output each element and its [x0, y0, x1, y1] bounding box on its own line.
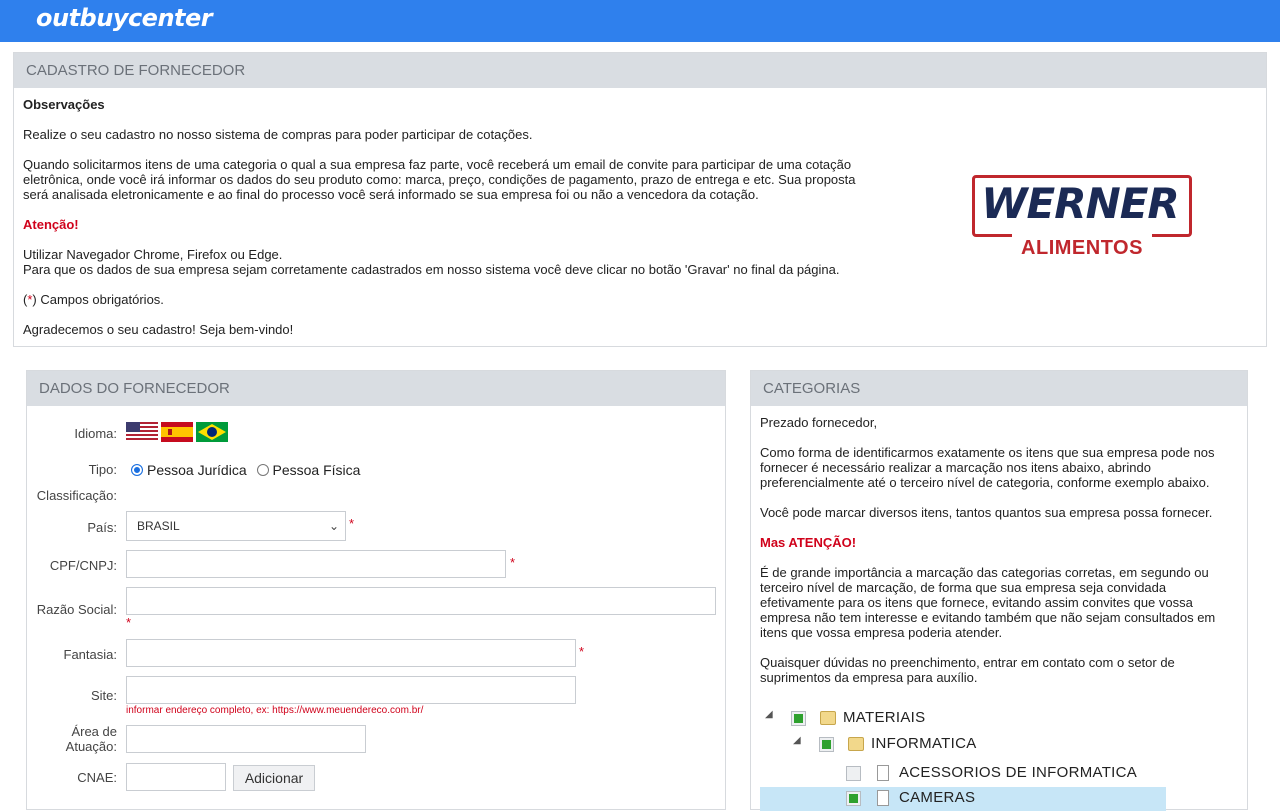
cpf-label: CPF/CNPJ: — [49, 558, 117, 573]
tipo-pf-radio[interactable] — [257, 464, 269, 476]
tree-node-informatica[interactable] — [793, 733, 1173, 757]
fantasia-input[interactable] — [126, 639, 576, 667]
required-star: * — [27, 292, 33, 307]
pais-value: BRASIL — [137, 519, 180, 533]
tree-label-informatica[interactable]: INFORMATICA — [871, 735, 977, 752]
site-label: Site: — [90, 688, 117, 703]
area-input[interactable] — [126, 725, 366, 753]
tree-checkbox-materiais[interactable] — [791, 711, 806, 726]
observacoes-block — [23, 97, 883, 352]
tree-label-cameras[interactable]: CAMERAS — [899, 789, 976, 806]
tree-label-materiais[interactable]: MATERIAIS — [843, 709, 926, 726]
fantasia-required: * — [579, 644, 585, 659]
razao-required: * — [126, 615, 132, 630]
tree-node-materiais[interactable] — [765, 707, 1165, 731]
dados-panel-title: DADOS DO FORNECEDOR — [27, 371, 725, 406]
thanks-text: Agradecemos o seu cadastro! Seja bem-vindo! — [23, 322, 294, 337]
pais-select[interactable] — [126, 511, 346, 541]
logo-main-text: WERNER — [981, 179, 1179, 228]
tipo-pj-radio[interactable] — [131, 464, 143, 476]
required-text: ) Campos obrigatórios. — [32, 292, 164, 307]
browser-note: Utilizar Navegador Chrome, Firefox ou Edge. — [23, 247, 283, 262]
cadastro-panel-title: CADASTRO DE FORNECEDOR — [14, 53, 1266, 88]
categorias-text — [760, 415, 1230, 700]
observacoes-title: Observações — [23, 97, 105, 112]
cnae-label: CNAE: — [77, 770, 117, 785]
categorias-atencao: Mas ATENÇÃO! — [760, 535, 857, 550]
categorias-panel-title: CATEGORIAS — [751, 371, 1247, 406]
werner-logo — [972, 175, 1194, 267]
area-label-line-1: Área de — [71, 724, 117, 739]
document-icon — [877, 790, 889, 806]
cnae-input[interactable] — [126, 763, 226, 791]
idioma-label: Idioma: — [74, 426, 117, 441]
pais-required: * — [349, 516, 355, 531]
categorias-paragraph-4: Quaisquer dúvidas no preenchimento, entrar em contato com o setor de suprimentos da empresa para auxílio. — [760, 655, 1175, 685]
es-flag-icon[interactable] — [161, 422, 193, 442]
site-input[interactable] — [126, 676, 576, 704]
tree-checkbox-cameras[interactable] — [846, 791, 861, 806]
document-icon — [877, 765, 889, 781]
tree-checkbox-acessorios[interactable] — [846, 766, 861, 781]
razao-label: Razão Social: — [36, 602, 117, 617]
categorias-paragraph-2: Você pode marcar diversos itens, tantos quantos sua empresa possa fornecer. — [760, 505, 1213, 520]
collapse-triangle-icon[interactable]: ◢ — [793, 735, 801, 746]
required-note — [23, 292, 883, 307]
categorias-greeting: Prezado fornecedor, — [760, 415, 878, 430]
tipo-options — [131, 462, 360, 478]
required-open: ( — [23, 292, 28, 307]
tipo-pf-label[interactable]: Pessoa Física — [272, 462, 361, 478]
gravar-note: Para que os dados de sua empresa sejam corretamente cadastrados em nosso sistema você deve clicar no botão 'Gravar' no final da página. — [23, 262, 840, 277]
cpf-required: * — [510, 555, 516, 570]
top-bar — [0, 0, 1280, 42]
observacoes-paragraph-1: Realize o seu cadastro no nosso sistema de compras para poder participar de cotações. — [23, 127, 533, 142]
categorias-paragraph-1: Como forma de identificarmos exatamente os itens que sua empresa pode nos fornecer é necessário realizar a marcação nos itens abaixo, abrindo preferencialmente até o terceiro nível de categoria, conforme exemplo abaixo. — [760, 445, 1215, 490]
folder-icon — [848, 737, 864, 751]
br-flag-icon[interactable] — [196, 422, 228, 442]
tree-checkbox-informatica[interactable] — [819, 737, 834, 752]
tree-node-acessorios[interactable] — [846, 762, 1176, 786]
classificacao-label: Classificação: — [36, 488, 117, 503]
folder-icon — [820, 711, 836, 725]
adicionar-button[interactable]: Adicionar — [233, 765, 315, 791]
cadastro-panel — [13, 52, 1267, 347]
tree-node-cameras[interactable] — [846, 787, 1176, 811]
brand-logo[interactable]: outbuycenter — [36, 4, 213, 32]
us-flag-icon[interactable] — [126, 422, 158, 442]
pais-label: País: — [87, 520, 117, 535]
collapse-triangle-icon[interactable]: ◢ — [765, 709, 773, 720]
atencao-label: Atenção! — [23, 217, 79, 232]
razao-input[interactable] — [126, 587, 716, 615]
area-label-line-2: Atuação: — [65, 739, 117, 754]
area-label — [27, 724, 117, 754]
tipo-pj-label[interactable]: Pessoa Jurídica — [147, 462, 247, 478]
fantasia-label: Fantasia: — [63, 647, 117, 662]
chevron-down-icon: ⌄ — [328, 519, 339, 533]
logo-sub-text: ALIMENTOS — [1021, 237, 1143, 259]
observacoes-paragraph-3 — [23, 247, 883, 277]
tipo-label: Tipo: — [88, 462, 117, 477]
dados-panel — [26, 370, 726, 810]
site-hint: informar endereço completo, ex: https://www.meuendereco.com.br/ — [126, 705, 424, 716]
categorias-panel — [750, 370, 1248, 810]
tree-label-acessorios[interactable]: ACESSORIOS DE INFORMATICA — [899, 764, 1138, 781]
categorias-paragraph-3: É de grande importância a marcação das categorias corretas, em segundo ou terceiro nível de marcação, de forma que sua empresa seja convidada efetivamente para os itens que fornece, evitando assim convites que vossa empresa não tem interesse e evitando também que não sejam consultados em itens que vossa empresa poderia atender. — [760, 565, 1216, 640]
cpf-input[interactable] — [126, 550, 506, 578]
observacoes-paragraph-2: Quando solicitarmos itens de uma categoria o qual a sua empresa faz parte, você receberá um email de convite para participar de uma cotação eletrônica, onde você irá informar os dados do seu produto como: marca, preço, condições de pagamento, prazo de entrega e etc. Sua proposta será analisada eletronicamente e ao final do processo você será informado se sua empresa foi ou não a vencedora da cotação. — [23, 157, 856, 202]
